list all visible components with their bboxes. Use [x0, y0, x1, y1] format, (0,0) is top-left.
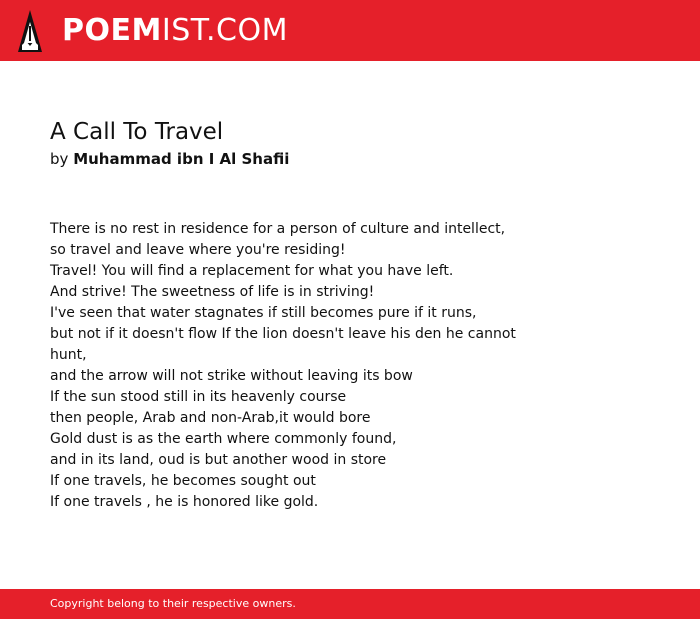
poem-line: I've seen that water stagnates if still becomes pure if it runs,	[50, 305, 477, 321]
poem-line: hunt,	[50, 347, 87, 363]
poem-author: Muhammad ibn I Al Shafii	[73, 150, 290, 168]
poem-line: Travel! You will find a replacement for what you have left.	[50, 263, 454, 279]
poem-line: If one travels , he is honored like gold.	[50, 494, 319, 510]
poem-text	[50, 219, 520, 513]
site-footer	[0, 589, 700, 619]
logo-wordmark-light: IST.COM	[161, 13, 288, 48]
poem-line: If one travels, he becomes sought out	[50, 473, 316, 489]
poem-line: then people, Arab and non-Arab,it would bore	[50, 410, 371, 426]
poem-line: There is no rest in residence for a person of culture and intellect,	[50, 221, 506, 237]
poem-line: and in its land, oud is but another wood in store	[50, 452, 387, 468]
site-logo-link[interactable]	[62, 11, 288, 51]
poem-line: and the arrow will not strike without leaving its bow	[50, 368, 413, 384]
poem-line: And strive! The sweetness of life is in striving!	[50, 284, 375, 300]
pen-nib-icon	[18, 10, 42, 52]
poem-byline	[50, 148, 289, 170]
poem-line: so travel and leave where you're residing!	[50, 242, 346, 258]
copyright-notice: Copyright belong to their respective owners.	[50, 597, 296, 610]
poem-line: If the sun stood still in its heavenly course	[50, 389, 347, 405]
site-header	[0, 0, 700, 61]
by-label: by	[50, 150, 69, 168]
poem-title: A Call To Travel	[50, 119, 224, 145]
poem-line: Gold dust is as the earth where commonly found,	[50, 431, 397, 447]
poem-line: but not if it doesn't flow If the lion doesn't leave his den he cannot	[50, 326, 516, 342]
logo-wordmark-bold: POEM	[62, 13, 162, 48]
